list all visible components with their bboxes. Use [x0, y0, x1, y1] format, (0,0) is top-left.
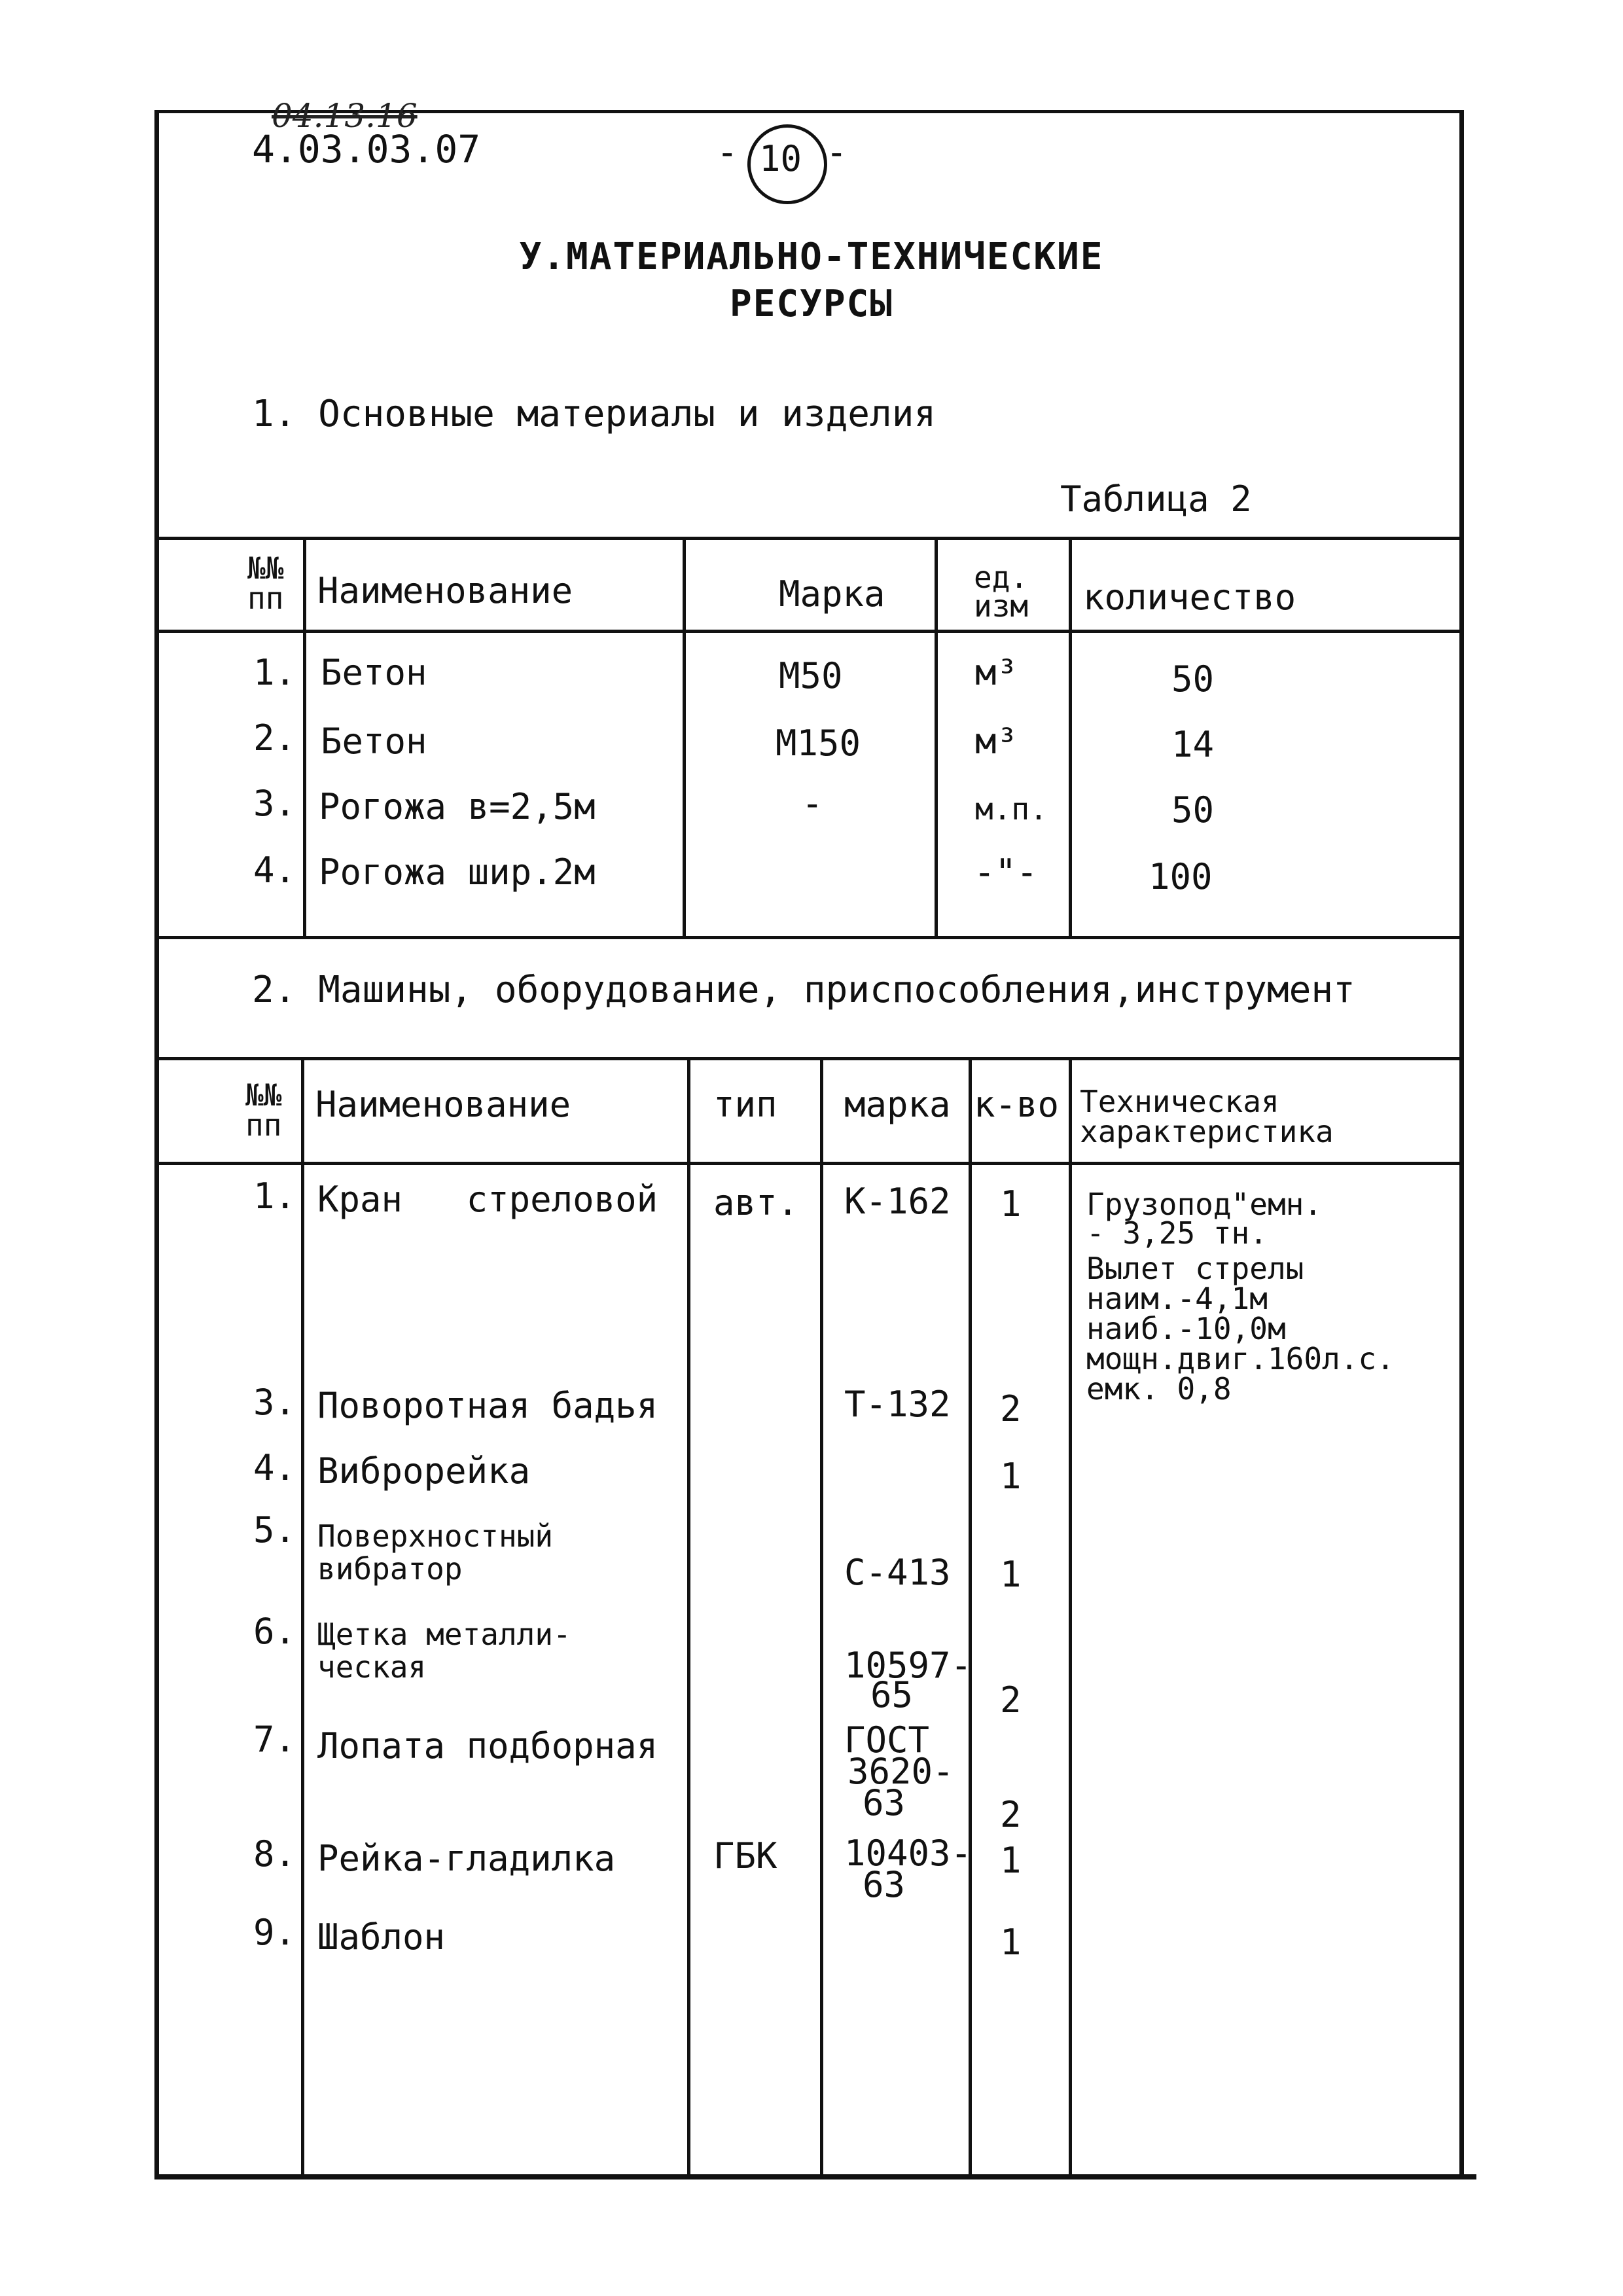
table1-vline-4	[1069, 538, 1072, 936]
t2-row1-spec-6: мощн.двиг.160л.с.	[1086, 1341, 1395, 1376]
t2-row1-spec-7: емк. 0,8	[1086, 1371, 1232, 1407]
t1-col-unit: ед. изм	[974, 560, 1029, 624]
page-number: 10	[759, 138, 802, 179]
section1-heading: 1. Основные материалы и изделия	[252, 393, 936, 435]
t2-row3-qty: 1	[1000, 1456, 1022, 1497]
table1-header-line	[154, 630, 1464, 633]
t2-row1-spec-2: - 3,25 тн.	[1086, 1215, 1268, 1251]
handwritten-note: 04.13.16	[272, 97, 418, 135]
t1-row2-unit: м³	[975, 721, 1018, 762]
t2-col-type: тип	[713, 1084, 777, 1125]
table2-vline-1	[301, 1058, 304, 2174]
t1-col-qty: количество	[1083, 577, 1296, 618]
t1-row3-qty: 50	[1171, 789, 1215, 831]
t2-row4-qty: 1	[1000, 1554, 1022, 1595]
section2-heading: 2. Машины, оборудование, приспособления,инструмент	[252, 969, 1355, 1011]
t2-row3-num: 4.	[253, 1447, 296, 1488]
t1-row2-mark: М150	[776, 723, 861, 764]
t2-row2-name: Поворотная бадья	[317, 1385, 658, 1426]
t1-row3-num: 3.	[253, 783, 296, 824]
t2-row1-spec-4: наим.-4,1м	[1086, 1281, 1268, 1316]
t2-row4-name-2: вибратор	[317, 1551, 463, 1587]
t1-col-num: №№ пп	[247, 550, 284, 616]
t1-row2-name: Бетон	[321, 721, 427, 762]
t1-row1-unit: м³	[975, 652, 1018, 693]
t1-row2-qty: 14	[1171, 724, 1215, 765]
t2-row8-num: 9.	[253, 1912, 296, 1953]
page-dash-left: -	[717, 132, 738, 173]
table2-top-line	[154, 1057, 1464, 1060]
table1-vline-1	[303, 538, 306, 936]
table2-header-line	[154, 1162, 1464, 1165]
t1-row3-mark: -	[802, 783, 823, 824]
t2-row1-spec-3: Вылет стрелы	[1086, 1251, 1304, 1286]
frame-left-border	[154, 110, 159, 2179]
table2-vline-3	[820, 1058, 823, 2174]
t2-row7-name: Рейка-гладилка	[317, 1838, 616, 1879]
table2-vline-2	[687, 1058, 690, 2174]
table1-top-line	[154, 537, 1464, 540]
frame-right-border	[1459, 110, 1464, 2179]
t2-row1-name: Кран стреловой	[317, 1179, 658, 1220]
section-title-line1: У.МАТЕРИАЛЬНО-ТЕХНИЧЕСКИЕ	[519, 236, 1104, 278]
t2-row7-num: 8.	[253, 1833, 296, 1874]
table1-vline-3	[935, 538, 938, 936]
t2-row1-type: авт.	[713, 1182, 799, 1223]
t2-row8-name: Шаблон	[317, 1916, 446, 1958]
section-title-line2: РЕСУРСЫ	[729, 283, 893, 325]
t2-row1-spec-1: Грузопод"емн.	[1086, 1187, 1323, 1222]
t2-row5-qty: 2	[1000, 1679, 1022, 1721]
t2-row1-mark: К-162	[844, 1181, 951, 1222]
table2-vline-5	[1069, 1058, 1072, 2174]
t2-row2-num: 3.	[253, 1382, 296, 1423]
t2-row5-name-1: Щетка металли-	[317, 1617, 571, 1652]
t1-row4-num: 4.	[253, 850, 296, 891]
t2-col-name: Наименование	[315, 1084, 571, 1125]
t1-col-mark: Марка	[779, 573, 885, 615]
t2-row6-mark-1: ГОСТ	[844, 1719, 930, 1761]
page-dash-right: -	[826, 132, 847, 173]
t1-row3-unit: м.п.	[975, 791, 1048, 827]
t2-row4-num: 5.	[253, 1509, 296, 1551]
t2-col-num: №№ пп	[245, 1077, 282, 1143]
table2-vline-4	[969, 1058, 972, 2174]
table1-bottom-line	[154, 936, 1464, 939]
t2-row5-name-2: ческая	[317, 1649, 427, 1685]
t2-row5-num: 6.	[253, 1611, 296, 1652]
t2-row6-mark-3: 63	[863, 1782, 906, 1823]
t2-row8-qty: 1	[1000, 1922, 1022, 1963]
t2-row1-qty: 1	[1000, 1183, 1022, 1225]
t2-col-mark: марка	[844, 1084, 951, 1125]
t2-row1-spec-5: наиб.-10,0м	[1086, 1311, 1286, 1346]
t2-row6-num: 7.	[253, 1719, 296, 1760]
t2-col-spec: Техническая характеристика	[1080, 1084, 1334, 1149]
t1-row4-unit: -"-	[974, 852, 1038, 893]
frame-bottom-border	[154, 2174, 1476, 2179]
t2-row7-mark-2: 63	[863, 1864, 906, 1905]
t1-row1-num: 1.	[253, 652, 296, 693]
table1-vline-2	[683, 538, 686, 936]
t2-row2-qty: 2	[1000, 1388, 1022, 1429]
t1-row1-name: Бетон	[321, 652, 427, 693]
t2-row4-mark: С-413	[844, 1552, 951, 1593]
t2-row5-mark-1: 10597-	[844, 1645, 972, 1686]
t1-row2-num: 2.	[253, 717, 296, 759]
t2-row7-type: ГБК	[713, 1835, 777, 1876]
t1-row4-name: Рогожа шир.2м	[319, 852, 596, 893]
t1-col-name: Наименование	[317, 570, 573, 611]
t2-row2-mark: Т-132	[844, 1384, 951, 1425]
t2-row5-mark-2: 65	[870, 1674, 914, 1715]
t1-row1-qty: 50	[1171, 658, 1215, 700]
t2-row4-name-1: Поверхностный	[317, 1518, 554, 1554]
table-caption: Таблица 2	[1060, 478, 1252, 520]
t1-row3-name: Рогожа в=2,5м	[319, 786, 596, 827]
t2-row6-qty: 2	[1000, 1794, 1022, 1835]
t1-row1-mark: М50	[779, 655, 843, 696]
t1-row4-qty: 100	[1149, 856, 1213, 897]
doc-code: 4.03.03.07	[252, 127, 481, 171]
t2-col-qty: к-во	[974, 1084, 1060, 1125]
t2-row3-name: Виброрейка	[317, 1450, 531, 1492]
t2-row7-mark-1: 10403-	[844, 1833, 972, 1874]
t2-row7-qty: 1	[1000, 1840, 1022, 1881]
t2-row6-mark-2: 3620-	[847, 1751, 954, 1792]
t2-row1-num: 1.	[253, 1175, 296, 1217]
t2-row6-name: Лопата подборная	[317, 1725, 658, 1767]
